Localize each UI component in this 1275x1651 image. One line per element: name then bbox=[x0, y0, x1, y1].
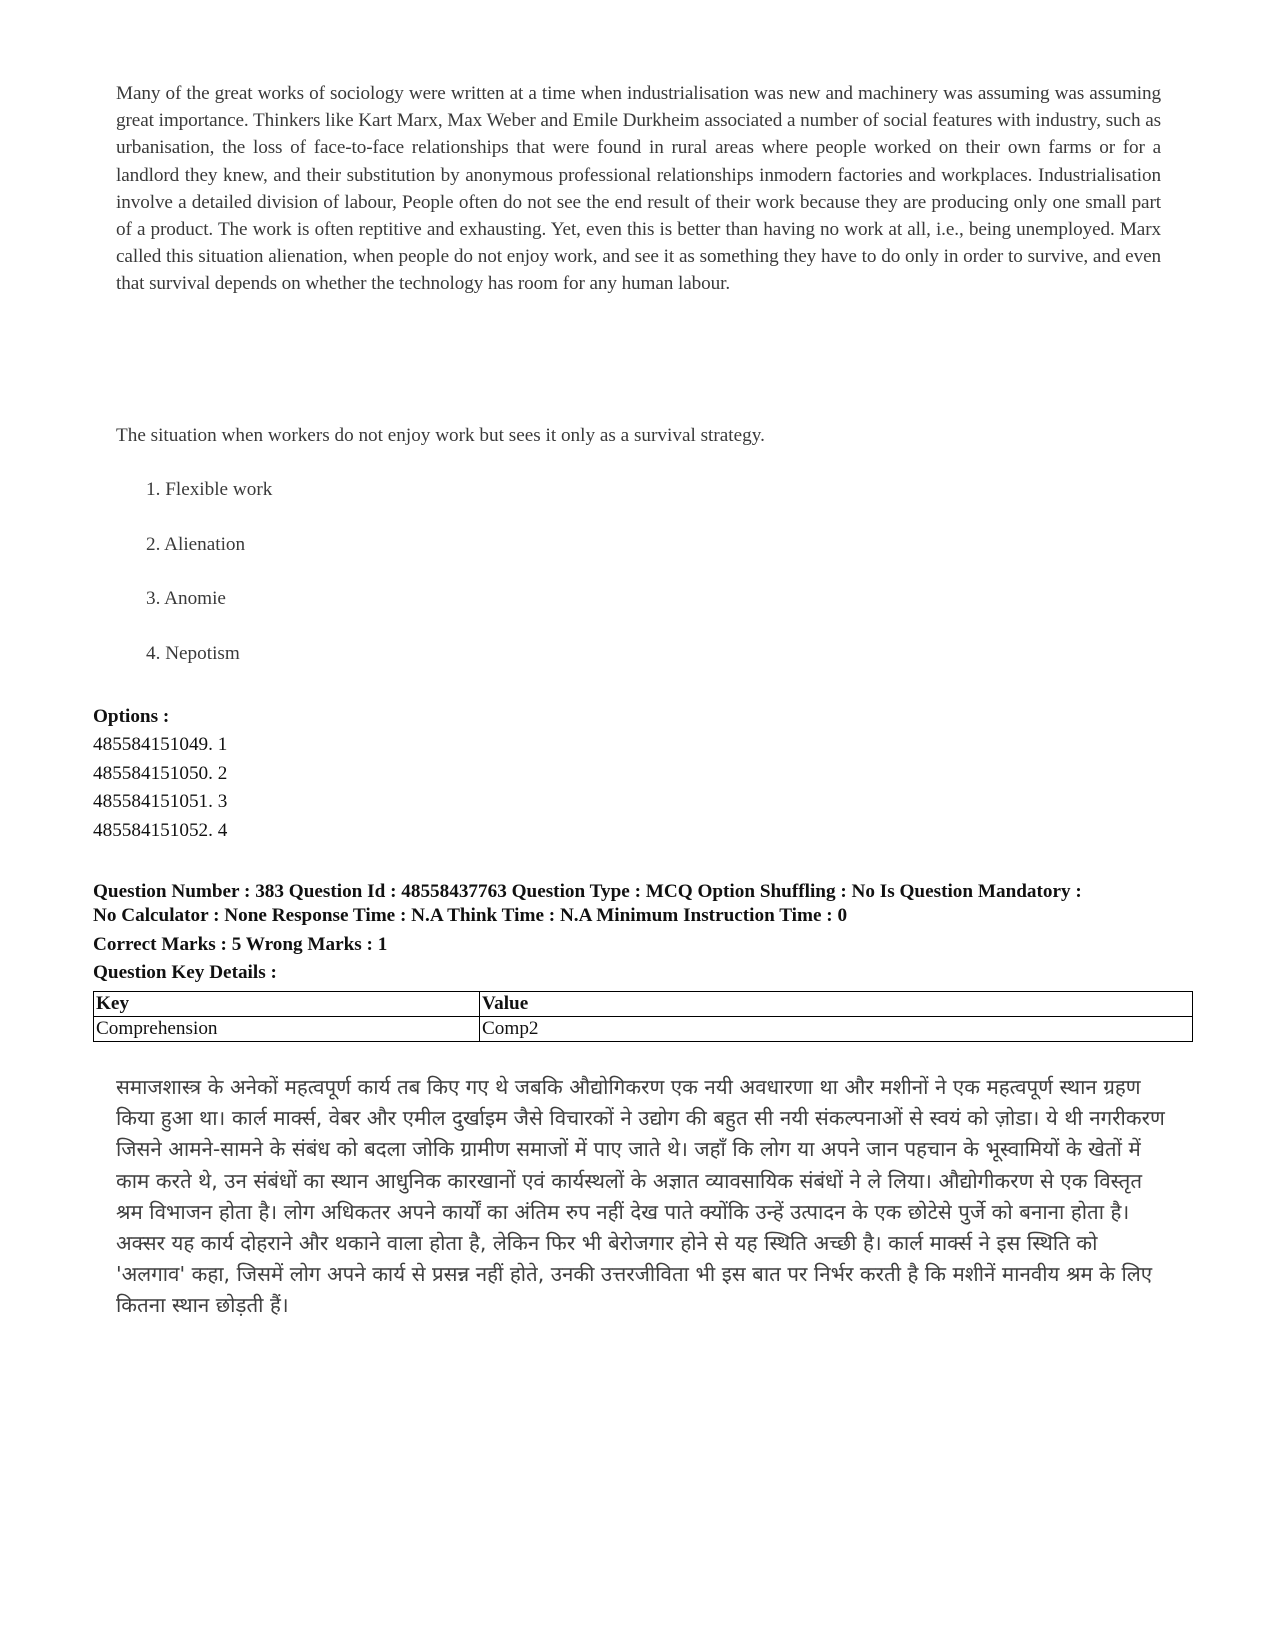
table-header-row bbox=[94, 992, 1193, 1017]
option-id-row: 485584151049. 1 bbox=[93, 734, 228, 755]
table-cell: Comp2 bbox=[480, 1017, 1193, 1042]
answer-choices bbox=[146, 478, 272, 696]
comprehension-passage-english: Many of the great works of sociology were written at a time when industrialisation was new and machinery was assuming was assuming great importance. Thinkers like Kart Marx, Max Weber and Emile Durkheim associated a number of social features with industry, such as urbanisation, the loss of face-to-face relationships that were found in rural areas where people worked on their own farms or for a landlord they knew, and their substitution by anonymous professional relationships inmodern factories and workplaces. Industrialisation involve a detailed division of labour, People often do not see the end result of their work because they are producing only one small part of a product. The work is often reptitive and exhausting. Yet, even this is better than having no work at all, i.e., being unemployed. Marx called this situation alienation, when people do not enjoy work, and see it as something they have to do only in order to survive, and even that survival depends on whether the technology has room for any human labour. bbox=[116, 83, 1161, 295]
choice-item: 4. Nepotism bbox=[146, 642, 240, 664]
key-details-title: Question Key Details : bbox=[93, 962, 277, 983]
choice-item: 3. Anomie bbox=[146, 588, 226, 609]
marks-line: Correct Marks : 5 Wrong Marks : 1 bbox=[93, 934, 388, 955]
table-row bbox=[94, 1017, 1193, 1042]
table-cell: Comprehension bbox=[94, 1017, 480, 1042]
choice-item: 2. Alienation bbox=[146, 533, 246, 555]
metadata-line: Question Number : 383 Question Id : 48558437763 Question Type : MCQ Option Shuffling : No Is Question Mandatory : bbox=[93, 881, 1082, 902]
option-id-row: 485584151050. 2 bbox=[93, 762, 228, 784]
comprehension-passage-hindi: समाजशास्त्र के अनेकों महत्वपूर्ण कार्य तब किए गए थे जबकि औद्योगिकरण एक नयी अवधारणा था और मशीनों ने एक महत्वपूर्ण स्थान ग्रहण किया हुआ था। कार्ल मार्क्स, वेबर और एमील दुर्खाइम जैसे विचारकों ने उद्योग की बहुत सी नयी संकल्पनाओं से स्वयं को ज़ोडा। ये थी नगरीकरण जिसने आमने-सामने के संबंध को बदला जोकि ग्रामीण समाजों में पाए जाते थे। जहाँ कि लोग या अपने जान पहचान के भूस्वामियों के खेतों में काम करते थे, उन संबंधों का स्थान आधुनिक कारखानों एवं कार्यस्थलों के अज्ञात व्यावसायिक संबंधों ने ले लिया। औद्योगीकरण से एक विस्तृत श्रम विभाजन होता है। लोग अधिकतर अपने कार्यों का अंतिम रुप नहीं देख पाते क्योंकि उन्हें उत्पादन के एक छोटेसे पुर्जे को बनाना होता है। अक्सर यह कार्य दोहराने और थकाने वाला होता है, लेकिन फिर भी बेरोजगार होने से यह स्थिति अच्छी है। कार्ल मार्क्स ने इस स्थिति को 'अलगाव' कहा, जिसमें लोग अपने कार्य से प्रसन्न नहीं होते, उनकी उत्तरजीविता भी इस बात पर निर्भर करती है कि मशीनें मानवीय श्रम के लिए कितना स्थान छोड़ती हैं। bbox=[116, 1075, 1165, 1318]
question-prompt: The situation when workers do not enjoy work but sees it only as a survival strategy. bbox=[116, 425, 765, 446]
options-title: Options : bbox=[93, 706, 170, 727]
key-details-table bbox=[93, 991, 1193, 1042]
choice-item: 1. Flexible work bbox=[146, 479, 273, 500]
metadata-line: No Calculator : None Response Time : N.A Think Time : N.A Minimum Instruction Time : 0 bbox=[93, 905, 848, 926]
question-metadata bbox=[93, 880, 1193, 928]
options-block bbox=[93, 703, 227, 845]
table-header-cell: Value bbox=[480, 992, 1193, 1017]
option-id-row: 485584151051. 3 bbox=[93, 791, 228, 812]
option-id-row: 485584151052. 4 bbox=[93, 819, 228, 841]
table-header-cell: Key bbox=[94, 992, 480, 1017]
